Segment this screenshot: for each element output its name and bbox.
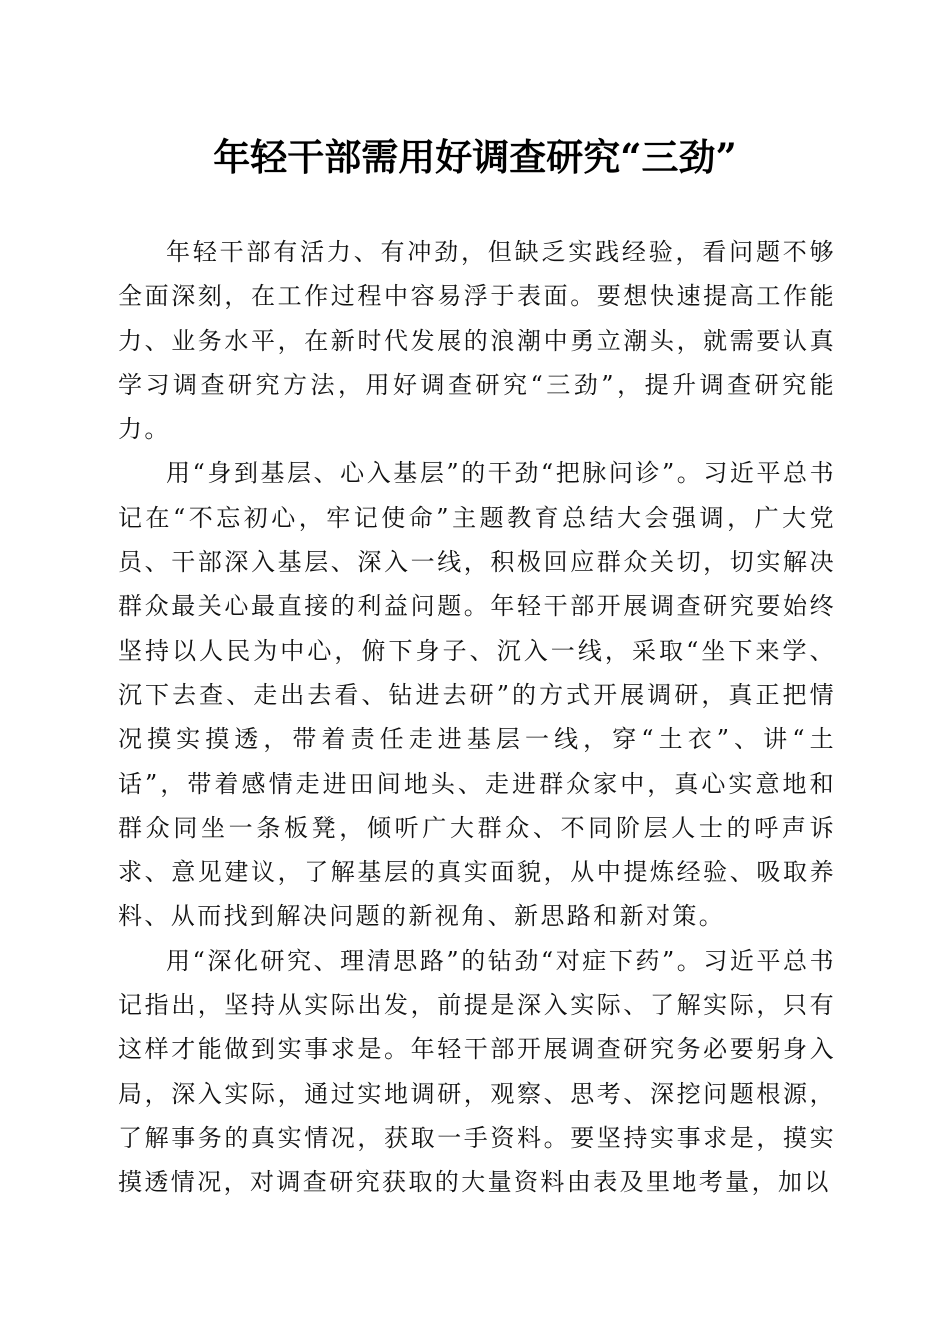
paragraph-intro: 年轻干部有活力、有冲劲，但缺乏实践经验，看问题不够全面深刻，在工作过程中容易浮于表面。要想快速提高工作能力、业务水平，在新时代发展的浪潮中勇立潮头，就需要认真学习调查研究方法，用好调查研究“三劲”，提升调查研究能力。 — [118, 238, 836, 444]
document-body — [118, 230, 836, 1205]
paragraph-second-point: 用“深化研究、理清思路”的钻劲“对症下药”。习近平总书记指出，坚持从实际出发，前提是深入实际、了解实际，只有这样才能做到实事求是。年轻干部开展调查研究务必要躬身入局，深入实际，通过实地调研，观察、思考、深挖问题根源，了解事务的真实情况，获取一手资料。要坚持实事求是，摸实摸透情况，对调查研究获取的大量资料由表及里地考量，加以 — [118, 946, 836, 1197]
document-title: 年轻干部需用好调查研究“三劲” — [213, 135, 737, 179]
paragraph-first-point: 用“身到基层、心入基层”的干劲“把脉问诊”。习近平总书记在“不忘初心，牢记使命”主题教育总结大会强调，广大党员、干部深入基层、深入一线，积极回应群众关切，切实解决群众最关心最直接的利益问题。年轻干部开展调查研究要始终坚持以人民为中心，俯下身子、沉入一线，采取“坐下来学、沉下去查、走出去看、钻进去研”的方式开展调研，真正把情况摸实摸透，带着责任走进基层一线，穿“土衣”、讲“土话”，带着感情走进田间地头、走进群众家中，真心实意地和群众同坐一条板凳，倾听广大群众、不同阶层人士的呼声诉求、意见建议，了解基层的真实面貌，从中提炼经验、吸取养料、从而找到解决问题的新视角、新思路和新对策。 — [118, 459, 836, 931]
